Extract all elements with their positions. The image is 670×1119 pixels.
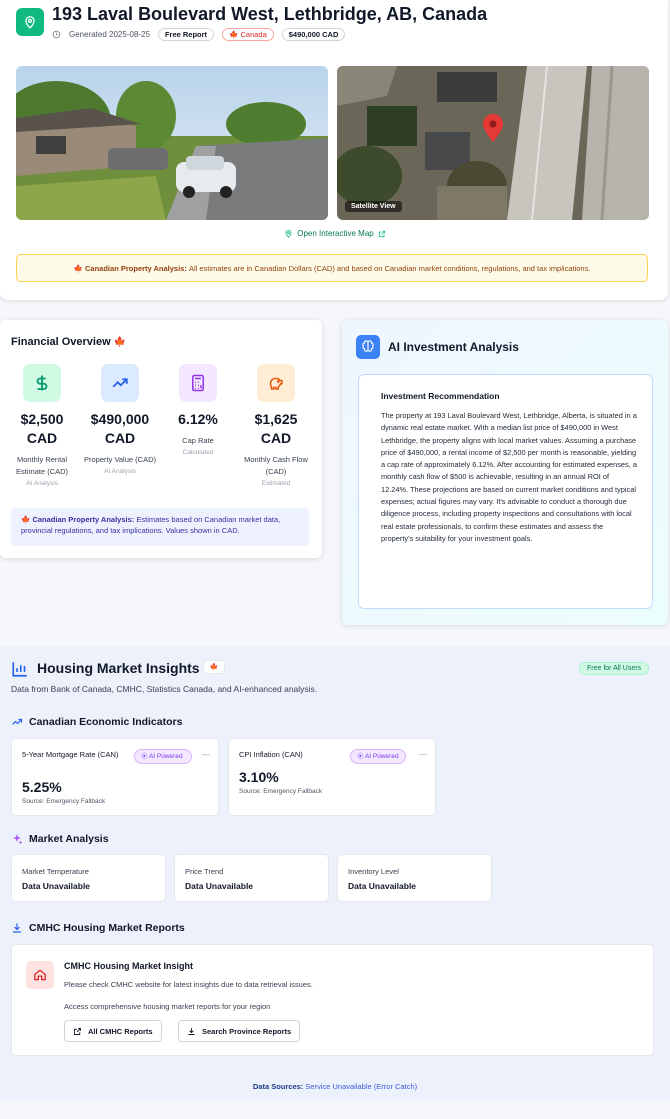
- cmhc-message: Please check CMHC website for latest insights due to data retrieval issues.: [64, 980, 313, 989]
- ai-analysis-title: AI Investment Analysis: [388, 340, 519, 354]
- location-pin-icon: [16, 8, 44, 36]
- ai-investment-card: [342, 320, 668, 625]
- report-meta: [52, 28, 345, 41]
- market-analysis-heading: Market Analysis: [11, 830, 109, 848]
- canada-flag-icon: 🍁: [203, 660, 225, 674]
- dollar-icon: [23, 364, 61, 402]
- satellite-view-label: Satellite View: [345, 201, 402, 212]
- piggy-bank-icon: [257, 364, 295, 402]
- metric-cap-rate: 6.12% Cap Rate Calculated: [159, 364, 237, 456]
- satellite-view-map[interactable]: [337, 66, 649, 220]
- canada-flag-icon: 🍁: [229, 30, 239, 39]
- financial-overview-card: [0, 320, 322, 558]
- search-province-reports-button[interactable]: Search Province Reports: [178, 1020, 300, 1042]
- cmhc-card-title: CMHC Housing Market Insight: [64, 961, 194, 971]
- calendar-icon: [52, 30, 61, 39]
- brain-icon: [356, 335, 380, 359]
- all-cmhc-reports-button[interactable]: All CMHC Reports: [64, 1020, 162, 1042]
- financial-note: 🍁 Canadian Property Analysis: Estimates based on Canadian market data, provincial regulations, and tax implications. Values shown in CAD.: [11, 508, 309, 546]
- financial-overview-title: Financial Overview 🍁: [11, 336, 127, 348]
- canada-flag-icon: 🍁: [113, 337, 127, 348]
- generated-date: Generated 2025-08-25: [69, 30, 150, 39]
- cmhc-reports-heading: CMHC Housing Market Reports: [11, 919, 185, 937]
- bar-chart-icon: [11, 660, 29, 683]
- metric-property-value: $490,000 CAD Property Value (CAD) AI Analysis: [81, 364, 159, 475]
- metric-rental: $2,500 CAD Monthly Rental Estimate (CAD) AI Analysis: [3, 364, 81, 487]
- ai-powered-badge: ⦿ AI Powered: [134, 749, 192, 764]
- metric-cash-flow: $1,625 CAD Monthly Cash Flow (CAD) Estimated: [237, 364, 315, 487]
- external-link-icon: [378, 229, 386, 238]
- price-badge: $490,000 CAD: [282, 28, 346, 41]
- cmhc-description: Access comprehensive housing market reports for your region: [64, 1002, 271, 1011]
- price-trend-card: Price Trend Data Unavailable: [174, 854, 329, 902]
- calculator-icon: [179, 364, 217, 402]
- inventory-level-card: Inventory Level Data Unavailable: [337, 854, 492, 902]
- recommendation-text: The property at 193 Laval Boulevard West, Lethbridge, Alberta, is situated in a dynamic real estate market. With a median list price of $490,000 in West Lethbridge, the property aligns with local market values. Assuming a purchase price of $490,000, a rental income of $2,500 per month is reasonable, yielding a cap rate of approximately 6.12%. After accounting for estimated expenses, a monthly cash flow of $500 is achievable, resulting in an annual ROI of 12.24%. These projections are based on current market conditions and typical expenses; actual figures may vary. It's advisable to conduct a thorough due diligence process, including property inspections and consultations with local real estate professionals, to confirm these estimates and assess the property's suitability for your investment goals.: [381, 411, 637, 543]
- free-for-all-badge: Free for All Users: [579, 662, 649, 675]
- ai-powered-badge: ⦿ AI Powered: [350, 749, 406, 764]
- property-address: 193 Laval Boulevard West, Lethbridge, AB, Canada: [52, 4, 488, 24]
- cmhc-insight-card: [11, 944, 654, 1056]
- indicator-mortgage-rate: 5-Year Mortgage Rate (CAN) ⦿ AI Powered — 5.25% Source: Emergency Fallback: [11, 738, 219, 816]
- pin-icon: [284, 229, 293, 238]
- map-marker-icon: [483, 114, 503, 147]
- indicator-cpi-inflation: CPI Inflation (CAN) ⦿ AI Powered — 3.10% Source: Emergency Fallback: [228, 738, 436, 816]
- free-report-badge: Free Report: [158, 28, 214, 41]
- trending-up-icon: [101, 364, 139, 402]
- data-sources: Data Sources: Service Unavailable (Error Catch): [252, 1082, 418, 1091]
- external-link-icon: [73, 1026, 82, 1036]
- canada-flag-icon: 🍁: [21, 515, 31, 524]
- home-icon: [26, 961, 54, 989]
- housing-market-section: [0, 646, 670, 1101]
- investment-recommendation-box: [358, 374, 653, 609]
- property-header-card: [0, 0, 668, 300]
- street-view-photo[interactable]: [16, 66, 328, 220]
- market-temperature-card: Market Temperature Data Unavailable: [11, 854, 166, 902]
- download-icon: [11, 919, 23, 937]
- download-icon: [187, 1026, 196, 1036]
- country-badge: 🍁 Canada: [222, 28, 274, 41]
- sparkles-icon: [11, 830, 23, 848]
- canadian-analysis-notice: 🍁 Canadian Property Analysis: All estimates are in Canadian Dollars (CAD) and based on Canadian market conditions, regulations, and tax implications.: [16, 254, 648, 282]
- open-interactive-map-link[interactable]: Open Interactive Map: [0, 229, 670, 238]
- market-subtitle: Data from Bank of Canada, CMHC, Statistics Canada, and AI-enhanced analysis.: [11, 684, 318, 694]
- economic-indicators-heading: Canadian Economic Indicators: [11, 713, 182, 731]
- canada-flag-icon: 🍁: [73, 263, 83, 273]
- market-insights-title: Housing Market Insights: [37, 660, 200, 676]
- recommendation-heading: Investment Recommendation: [381, 391, 500, 401]
- trending-up-icon: [11, 713, 23, 731]
